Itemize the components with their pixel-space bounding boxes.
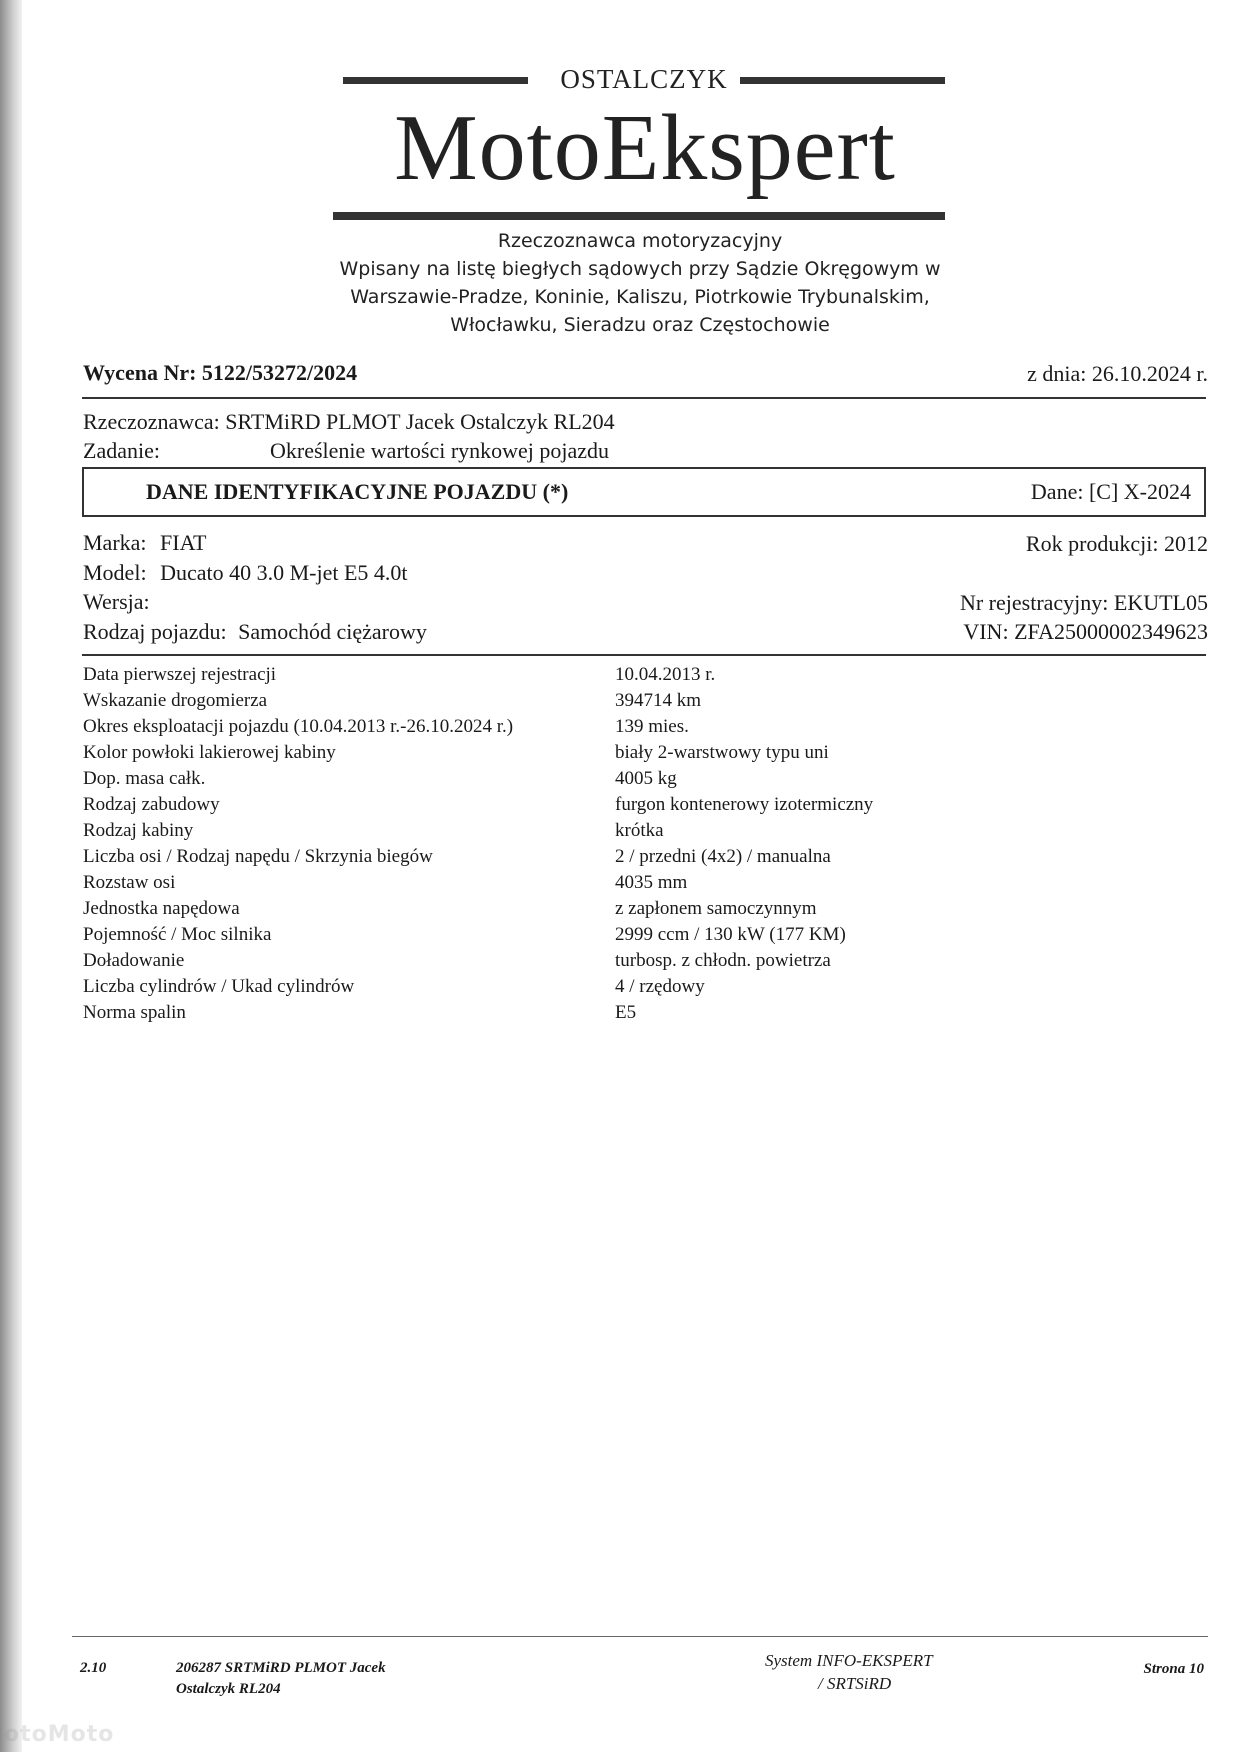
logo-big-text: MotoEkspert — [394, 96, 896, 200]
vin-value: ZFA25000002349623 — [1014, 619, 1208, 644]
logo-top — [343, 62, 945, 96]
year-value: 2012 — [1164, 531, 1208, 556]
expert-value: SRTMiRD PLMOT Jacek Ostalczyk RL204 — [225, 409, 615, 434]
footer-version: 2.10 — [80, 1660, 107, 1676]
detail-value: 2 / przedni (4x2) / manualna — [615, 846, 831, 867]
detail-value: 10.04.2013 r. — [615, 664, 716, 685]
identification-data-value: [C] X-2024 — [1088, 479, 1191, 504]
make-label: Marka: — [83, 530, 147, 555]
detail-value: furgon kontenerowy izotermiczny — [615, 794, 874, 815]
detail-row — [0, 688, 1240, 714]
logo-underline — [333, 212, 945, 220]
identification-data-label: Dane: — [1030, 479, 1084, 504]
detail-label: Pojemność / Moc silnika — [83, 924, 272, 945]
identification-box — [82, 467, 1206, 517]
detail-row — [0, 766, 1240, 792]
model-label: Model: — [83, 560, 147, 585]
detail-row — [0, 974, 1240, 1000]
detail-label: Data pierwszej rejestracji — [83, 664, 277, 685]
watermark: otoMoto — [4, 1722, 115, 1747]
valuation-date-label: z dnia: — [1027, 361, 1087, 386]
divider-2 — [82, 654, 1206, 656]
detail-row — [0, 662, 1240, 688]
detail-label: Norma spalin — [83, 1002, 186, 1023]
detail-value: turbosp. z chłodn. powietrza — [615, 950, 831, 971]
version-label: Wersja: — [83, 589, 150, 614]
detail-value: 139 mies. — [615, 716, 689, 737]
registration-value: EKUTL05 — [1113, 590, 1208, 615]
subtitle-line-2: Wpisany na listę biegłych sądowych przy Sądzie Okręgowym w — [339, 258, 941, 280]
detail-value: 4035 mm — [615, 872, 688, 893]
footer-author-line-1: 206287 SRTMiRD PLMOT Jacek — [176, 1660, 386, 1676]
make-value: FIAT — [160, 530, 207, 555]
detail-value: z zapłonem samoczynnym — [615, 898, 817, 919]
detail-row — [0, 844, 1240, 870]
detail-label: Liczba osi / Rodzaj napędu / Skrzynia biegów — [83, 846, 433, 867]
vin-line — [963, 618, 1208, 646]
model-line — [83, 559, 408, 587]
expert-label: Rzeczoznawca: — [83, 409, 220, 434]
identification-data — [1031, 478, 1191, 506]
detail-row — [0, 870, 1240, 896]
valuation-date-value: 26.10.2024 r. — [1091, 361, 1208, 386]
detail-value: biały 2-warstwowy typu uni — [615, 742, 829, 763]
detail-row — [0, 948, 1240, 974]
detail-label: Rodzaj kabiny — [83, 820, 194, 841]
detail-row — [0, 818, 1240, 844]
model-value: Ducato 40 3.0 M-jet E5 4.0t — [160, 560, 408, 585]
detail-row — [0, 792, 1240, 818]
divider-1 — [82, 397, 1206, 399]
detail-label: Kolor powłoki lakierowej kabiny — [83, 742, 336, 763]
detail-value: 2999 ccm / 130 kW (177 KM) — [615, 924, 846, 945]
task-value: Określenie wartości rynkowej pojazdu — [270, 438, 610, 463]
type-line — [83, 618, 427, 646]
identification-title: DANE IDENTYFIKACYJNE POJAZDU (*) — [146, 479, 569, 504]
detail-label: Jednostka napędowa — [83, 898, 240, 919]
type-label: Rodzaj pojazdu: — [83, 619, 227, 644]
year-line — [1026, 530, 1208, 558]
detail-row — [0, 896, 1240, 922]
footer-system-line-1: System INFO-EKSPERT — [765, 1651, 933, 1670]
detail-label: Okres eksploatacji pojazdu (10.04.2013 r.-26.10.2024 r.) — [83, 716, 514, 737]
detail-label: Wskazanie drogomierza — [83, 690, 268, 711]
detail-value: krótka — [615, 820, 664, 841]
detail-row — [0, 1000, 1240, 1026]
expert-line — [83, 408, 615, 436]
detail-label: Rodzaj zabudowy — [83, 794, 220, 815]
type-value: Samochód ciężarowy — [238, 619, 427, 644]
detail-value: 4 / rzędowy — [615, 976, 705, 997]
logo-bar-right — [740, 77, 945, 84]
detail-row — [0, 714, 1240, 740]
subtitle-line-1: Rzeczoznawca motoryzacyjny — [497, 230, 783, 252]
detail-label: Dop. masa całk. — [83, 768, 206, 789]
make-line — [83, 529, 206, 557]
year-label: Rok produkcji: — [1025, 531, 1159, 556]
detail-label: Doładowanie — [83, 950, 185, 971]
detail-value: E5 — [615, 1002, 637, 1023]
task-label: Zadanie: — [83, 438, 160, 463]
detail-row — [0, 740, 1240, 766]
detail-label: Rozstaw osi — [83, 872, 176, 893]
logo-small-text: OSTALCZYK — [560, 64, 728, 94]
detail-row — [0, 922, 1240, 948]
footer-page-number: Strona 10 — [1143, 1661, 1204, 1677]
detail-label: Liczba cylindrów / Ukad cylindrów — [83, 976, 355, 997]
footer-author-line-2: Ostalczyk RL204 — [176, 1681, 281, 1697]
footer-divider — [72, 1636, 1208, 1637]
valuation-number: Wycena Nr: 5122/53272/2024 — [83, 360, 358, 385]
detail-value: 394714 km — [615, 690, 702, 711]
detail-value: 4005 kg — [615, 768, 677, 789]
vin-label: VIN: — [963, 619, 1009, 644]
subtitle-line-3: Warszawie-Pradze, Koninie, Kaliszu, Piotrkowie Trybunalskim, — [350, 286, 930, 308]
valuation-date — [1027, 360, 1208, 388]
registration-label: Nr rejestracyjny: — [959, 590, 1109, 615]
footer-system-line-2: / SRTSiRD — [818, 1674, 892, 1693]
registration-line — [960, 589, 1208, 617]
subtitle-line-4: Włocławku, Sieradzu oraz Częstochowie — [450, 314, 830, 336]
